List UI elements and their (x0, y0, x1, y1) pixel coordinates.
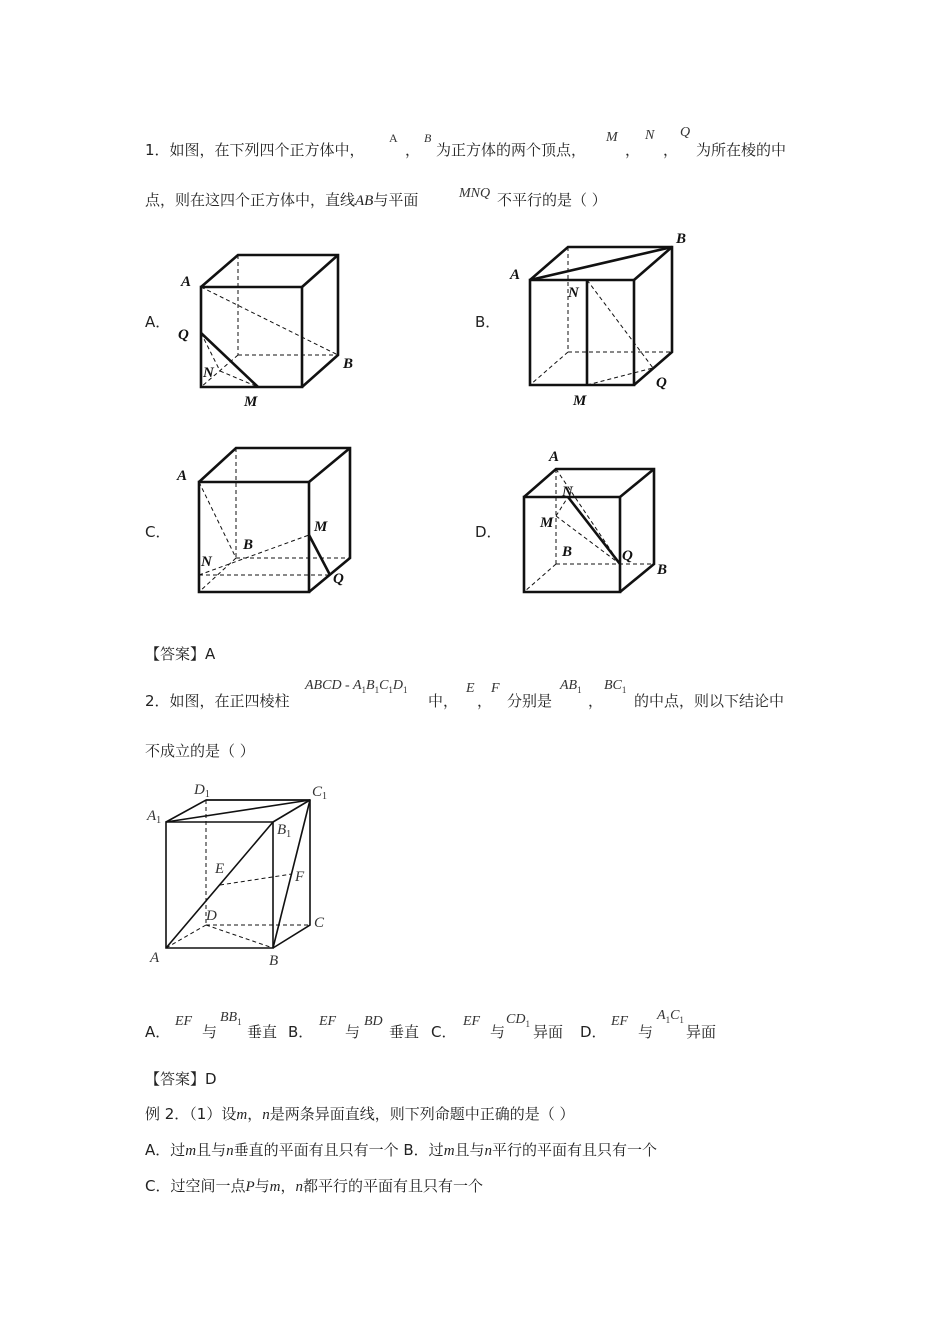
fig-a-label-q: Q (178, 327, 189, 343)
q2-bc1: $BC_1$ (604, 678, 627, 695)
q2-option-b-label: B． (288, 1023, 314, 1041)
q1-text-4: 点，则在这四个正方体中，直线 (145, 191, 356, 209)
fig-b-label-n: N (568, 285, 579, 301)
q1-ab: AB (355, 193, 374, 209)
q1-answer: 【答案】A (145, 645, 216, 663)
q2-option-d-obj: $A_1C_1$ (657, 1008, 684, 1025)
fig-b-line-ab (530, 247, 672, 280)
q2-option-a-rel: 垂直 (247, 1023, 278, 1041)
fig-b-label-a: A (510, 267, 521, 283)
prism-line-ab1 (166, 822, 273, 948)
q2-label-f: F (491, 681, 500, 696)
q2-option-a-yu: 与 (202, 1023, 218, 1041)
fig-a-line-ab (201, 287, 338, 355)
q1-text-2: 为正方体的两个顶点， (436, 141, 587, 159)
q2-option-b-yu: 与 (345, 1023, 361, 1041)
q1-label-n: N (645, 128, 655, 143)
q2-prism: ABCD - $A_1B_1C_1D_1$ (305, 678, 408, 695)
fig-d-label-m: M (540, 515, 554, 531)
q1-mnq: MNQ (459, 186, 491, 201)
fig-d-hidden-3 (524, 564, 556, 592)
prism-label-c1: $C_1$ (312, 784, 328, 802)
fig-d-edge (620, 469, 654, 497)
fig-c-line-ab (199, 482, 236, 558)
q2-option-b-obj: BD (364, 1014, 383, 1029)
q2-option-b-ef: EF (319, 1014, 337, 1029)
q1-label-a: A (389, 131, 398, 145)
fig-d-label-b: B (657, 562, 668, 578)
figure-a (170, 245, 370, 415)
q1-comma-2: ， (625, 141, 641, 159)
fig-d-label-a: A (549, 449, 560, 465)
fig-c-line-nm (199, 535, 309, 575)
fig-a-front-face (201, 287, 302, 387)
q2-option-d-rel: 异面 (686, 1023, 717, 1041)
q2-text-1: 如图，在正四棱柱 (169, 692, 290, 710)
q2-option-c-yu: 与 (490, 1023, 506, 1041)
q2-comma-2: ， (588, 692, 604, 710)
q1-text-5: 与平面 (373, 191, 419, 209)
q1-line2 (145, 190, 418, 211)
fig-b-hidden-3 (530, 352, 568, 385)
q2-ab1: $AB_1$ (560, 678, 582, 695)
q2-option-a-ef: EF (175, 1014, 193, 1029)
q2-option-c-obj: $CD_1$ (506, 1012, 530, 1029)
fig-d-label-b-inner: B (562, 544, 573, 560)
fig-c-label-a: A (177, 468, 188, 484)
q2-option-c-rel: 异面 (533, 1023, 564, 1041)
figure-d (500, 440, 700, 600)
q2-options (145, 1010, 845, 1050)
prism-label-d: D (206, 908, 217, 924)
prism-label-f: F (295, 869, 305, 885)
figure-b (500, 225, 700, 415)
q1-option-c-label: C． (145, 523, 171, 541)
q2-option-d-yu: 与 (638, 1023, 654, 1041)
q1-label-b: B (424, 131, 432, 145)
prism-label-a: A (150, 950, 160, 966)
figure-c (170, 440, 370, 600)
q2-option-c-label: C． (431, 1023, 457, 1041)
fig-b-label-b: B (676, 231, 687, 247)
prism-label-a1: $A_1$ (147, 808, 162, 826)
ex2-line1: 例 2．（1）设m，n是两条异面直线，则下列命题中正确的是（ ） (145, 1105, 575, 1123)
ex2-line3: C．过空间一点P与m，n都平行的平面有且只有一个 (145, 1177, 484, 1195)
q1-option-a-label: A． (145, 313, 171, 331)
prism-label-c: C (314, 915, 325, 931)
q2-option-b-rel: 垂直 (389, 1023, 420, 1041)
fig-b-line-nq (587, 280, 653, 368)
q1-label-m: M (606, 130, 618, 145)
fig-a-line-nm (220, 371, 258, 387)
fig-a-edge (302, 255, 338, 287)
q1-comma-3: ， (663, 141, 679, 159)
q1-text-6: 不平行的是（ ） (497, 191, 607, 209)
fig-c-label-b: B (243, 537, 254, 553)
fig-c-label-q: Q (333, 571, 344, 587)
fig-b-front-face (530, 280, 634, 385)
prism-label-d1: $D_1$ (194, 782, 210, 800)
fig-c-label-m: M (314, 519, 328, 535)
q2-label-e: E (466, 681, 475, 696)
fig-a-label-b: B (343, 356, 354, 372)
q2-option-a-obj: $BB_1$ (220, 1010, 242, 1027)
prism-line-ef (220, 874, 292, 885)
fig-c-edge (309, 448, 350, 482)
figure-prism (140, 770, 360, 970)
fig-c-line-mq (309, 535, 330, 575)
q1-label-q: Q (680, 125, 691, 140)
fig-a-label-a: A (181, 274, 192, 290)
fig-d-label-n: N (562, 484, 573, 500)
q2-text-2: 中， (428, 692, 459, 710)
q1-comma-1: ， (405, 141, 421, 159)
prism-label-b: B (269, 953, 279, 969)
fig-a-label-m: M (244, 394, 258, 410)
ex2-line2: A．过m且与n垂直的平面有且只有一个 B．过m且与n平行的平面有且只有一个 (145, 1141, 658, 1159)
q1-number: 1． (145, 141, 170, 159)
q2-option-a-label: A． (145, 1023, 171, 1041)
q2-line1 (145, 691, 290, 711)
prism-hidden-db (206, 925, 273, 948)
fig-b-label-q: Q (656, 375, 667, 391)
q2-option-d-label: D． (580, 1023, 607, 1041)
q2-option-c-ef: EF (463, 1014, 481, 1029)
prism-hidden-da (166, 925, 206, 948)
q2-number: 2． (145, 692, 170, 710)
q2-option-d-ef: EF (611, 1014, 629, 1029)
ex2-n: n (262, 1107, 270, 1123)
q1-line1 (145, 140, 365, 160)
fig-c-label-n: N (201, 554, 212, 570)
q1-text-3: 为所在棱的中 (696, 141, 787, 159)
q2-text-5: 不成立的是（ ） (145, 742, 255, 760)
q1-option-b-label: B． (475, 313, 501, 331)
q2-text-4: 的中点，则以下结论中 (634, 692, 785, 710)
q2-answer: 【答案】D (145, 1070, 217, 1088)
prism-label-e: E (215, 861, 225, 877)
fig-a-label-n: N (203, 365, 214, 381)
fig-d-label-q: Q (622, 548, 633, 564)
q1-text-1: 如图，在下列四个正方体中， (169, 141, 365, 159)
q2-comma: ， (477, 692, 493, 710)
q2-text-3: 分别是 (507, 692, 553, 710)
q1-option-d-label: D． (475, 523, 502, 541)
ex2-m: m (236, 1107, 248, 1123)
prism-label-b1: $B_1$ (277, 822, 292, 840)
fig-b-label-m: M (573, 393, 587, 409)
